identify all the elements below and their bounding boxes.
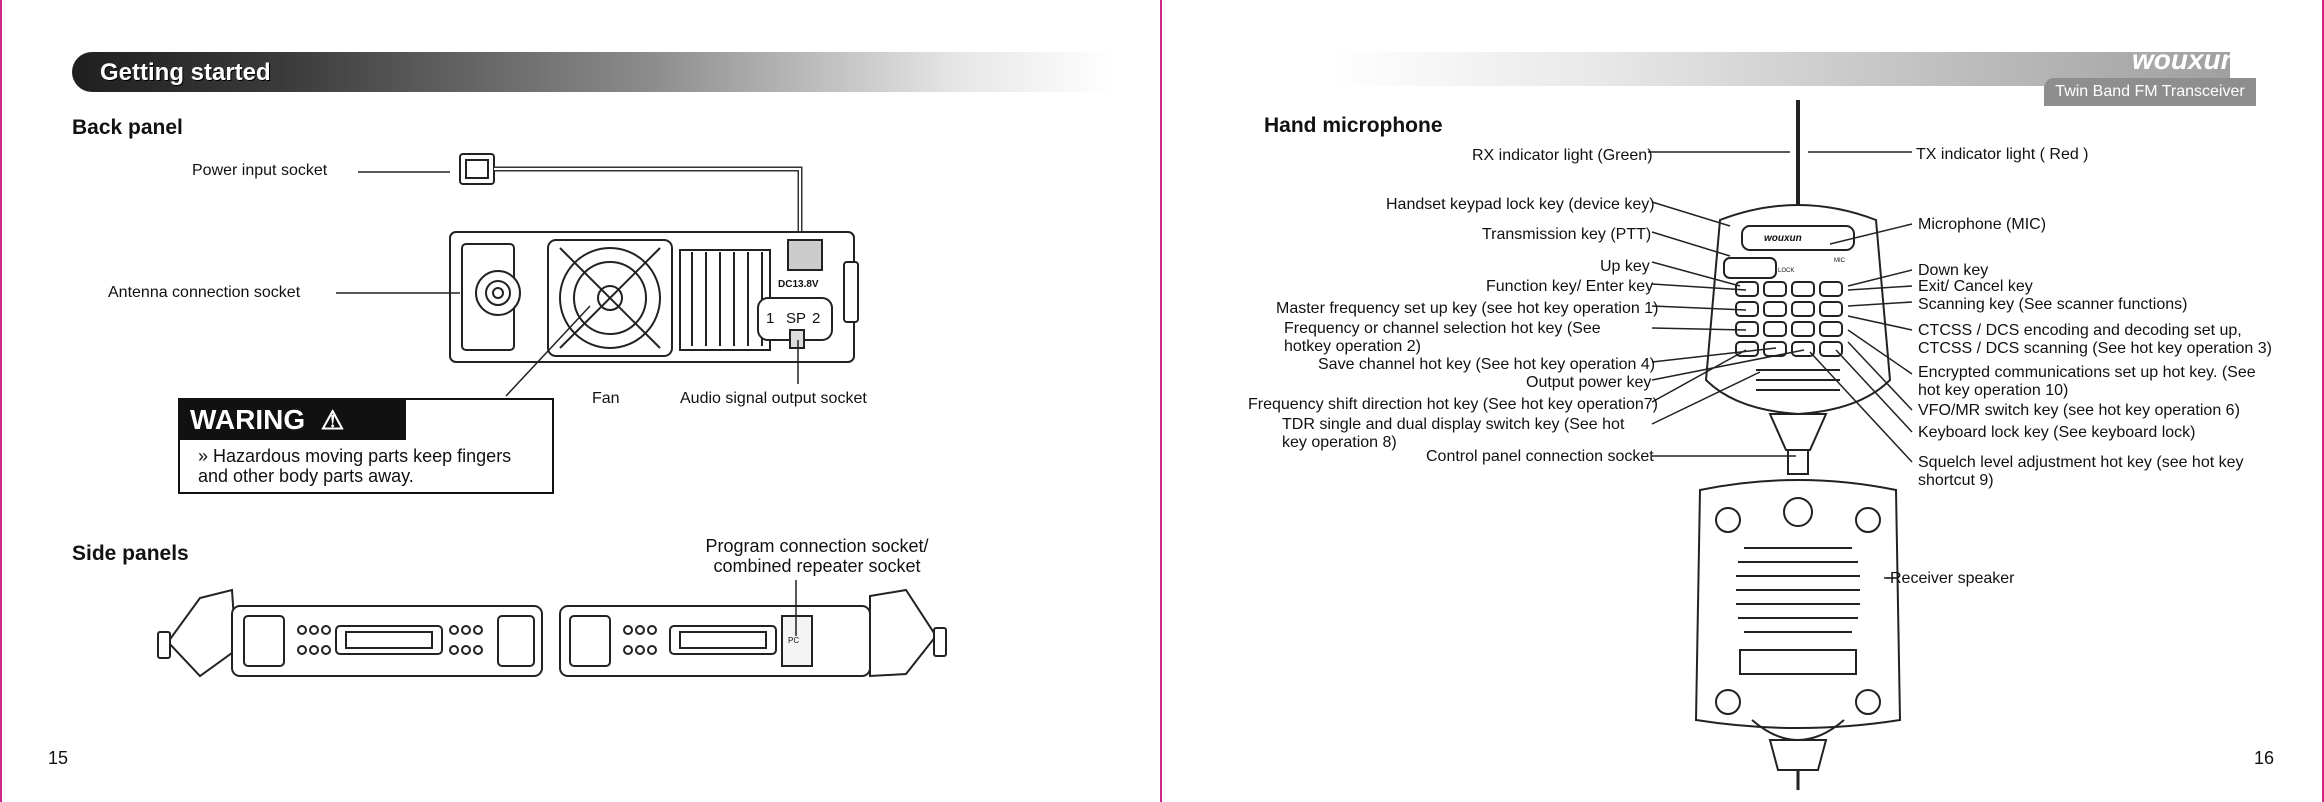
receiver-speaker-label: Receiver speaker	[1890, 570, 2015, 587]
tx-indicator-label: TX indicator light ( Red )	[1916, 146, 2089, 163]
control-socket-label: Control panel connection socket	[1426, 448, 1654, 465]
keyboard-lock-label: Keyboard lock key (See keyboard lock)	[1918, 424, 2196, 441]
audio-output-label: Audio signal output socket	[680, 390, 867, 407]
section-title: Getting started	[100, 59, 271, 86]
brand-name: wouxun	[2132, 44, 2238, 75]
warning-triangle-icon: ⚠	[320, 405, 345, 435]
ctcss-setup-label: CTCSS / DCS encoding and decoding set up,	[1918, 322, 2242, 339]
warning-body: Hazardous moving parts keep fingers and other body parts away.	[198, 446, 512, 486]
fan-label: Fan	[592, 390, 620, 407]
brand-tagline: Twin Band FM Transceiver	[2044, 78, 2256, 106]
freq-channel-label: Frequency or channel selection hot key (See hotkey operation 2)	[1284, 320, 1601, 355]
hand-mic-heading: Hand microphone	[1264, 114, 1443, 137]
dc-label: DC13.8V	[778, 279, 819, 290]
sp-2-label: 2	[812, 310, 821, 327]
sp-1-label: 1	[766, 310, 775, 327]
encrypted-comm-label: Encrypted communications set up hot key. (See hot key operation 10)	[1918, 364, 2256, 399]
mic-mic-label: MIC	[1834, 258, 1845, 264]
microphone-label: Microphone (MIC)	[1918, 216, 2047, 233]
program-socket-label: Program connection socket/ combined repeater socket	[705, 536, 929, 576]
page-number-right: 16	[2254, 748, 2275, 768]
vfo-mr-label: VFO/MR switch key (see hot key operation 6)	[1918, 402, 2240, 419]
mic-brand-label: wouxun	[1764, 233, 1802, 244]
freq-shift-label: Frequency shift direction hot key (See hot key operation7)	[1248, 396, 1658, 413]
ctcss-scan-label: CTCSS / DCS scanning (See hot key operation 3)	[1918, 340, 2272, 357]
squelch-label: Squelch level adjustment hot key (see hot key shortcut 9)	[1918, 454, 2244, 489]
rx-indicator-label: RX indicator light (Green)	[1472, 147, 1653, 164]
warning-title: WARING	[190, 404, 306, 435]
exit-cancel-label: Exit/ Cancel key	[1918, 278, 2033, 295]
chevron-right-icon: »	[198, 446, 209, 466]
function-key-label: Function key/ Enter key	[1486, 278, 1654, 295]
save-channel-label: Save channel hot key (See hot key operation 4)	[1318, 356, 1656, 373]
back-panel-heading: Back panel	[72, 116, 183, 139]
scanning-key-label: Scanning key (See scanner functions)	[1918, 296, 2188, 313]
ptt-label: Transmission key (PTT)	[1482, 226, 1652, 243]
up-key-label: Up key	[1600, 258, 1650, 275]
side-panels-heading: Side panels	[72, 542, 189, 565]
page-number-left: 15	[48, 748, 69, 768]
master-freq-label: Master frequency set up key (see hot key operation 1)	[1276, 300, 1659, 317]
antenna-label: Antenna connection socket	[108, 284, 301, 301]
pc-label: PC	[788, 636, 800, 645]
sp-label: SP	[786, 310, 807, 327]
power-input-label: Power input socket	[192, 162, 328, 179]
mic-lock-label: LOCK	[1778, 268, 1795, 274]
tdr-label: TDR single and dual display switch key (See hot key operation 8)	[1282, 416, 1625, 451]
output-power-label: Output power key	[1526, 374, 1652, 391]
keypad-lock-label: Handset keypad lock key (device key)	[1386, 196, 1655, 213]
down-key-label: Down key	[1918, 262, 1989, 279]
